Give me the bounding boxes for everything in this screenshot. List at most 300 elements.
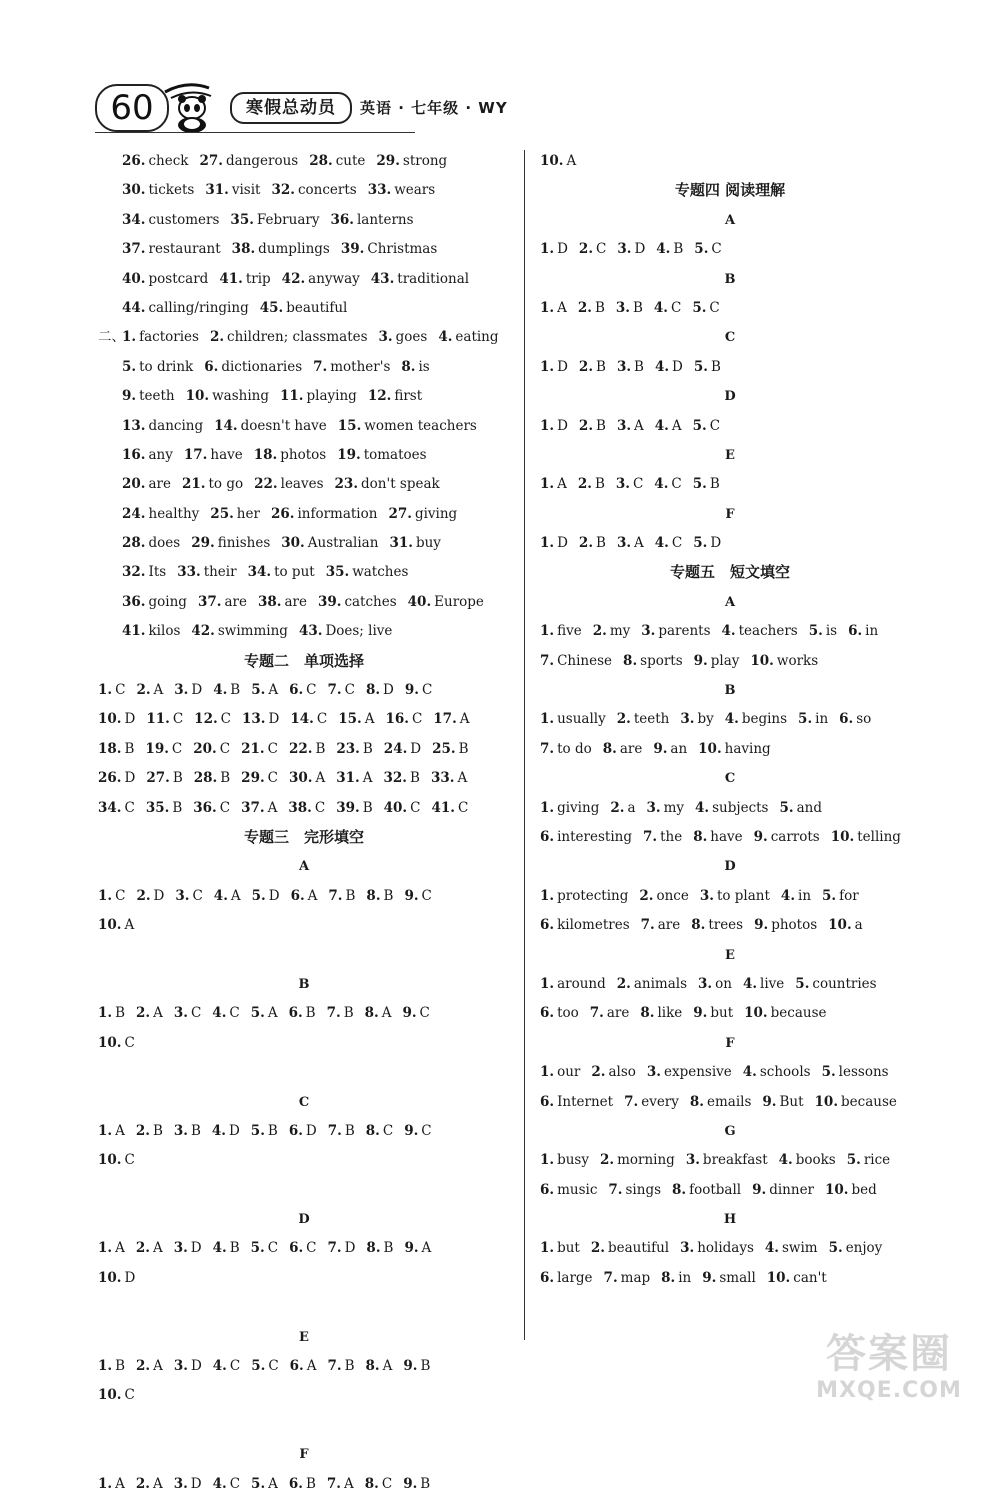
answer-item bbox=[603, 741, 643, 757]
question-number: 2. bbox=[578, 535, 594, 552]
answer-item bbox=[693, 476, 720, 492]
answer-item bbox=[200, 153, 299, 169]
question-number: 2. bbox=[136, 1005, 151, 1022]
answer-item bbox=[540, 711, 606, 727]
question-number: 8. bbox=[401, 358, 416, 375]
question-number: 6. bbox=[540, 1005, 555, 1022]
section-heading: 专题四 阅读理解 bbox=[674, 181, 786, 200]
answer-item bbox=[289, 1240, 316, 1256]
answer-text: B bbox=[343, 1005, 354, 1022]
answer-text: schools bbox=[759, 1064, 811, 1081]
answer-item bbox=[98, 1005, 125, 1021]
answer-item bbox=[654, 476, 681, 492]
answer-item bbox=[604, 1270, 651, 1286]
answer-item bbox=[338, 711, 374, 727]
question-number: 2. bbox=[600, 1152, 615, 1169]
question-number: 40. bbox=[407, 593, 432, 610]
answer-item bbox=[431, 770, 467, 786]
question-number: 6. bbox=[289, 1358, 304, 1375]
answer-line bbox=[98, 206, 510, 235]
question-number: 10. bbox=[98, 711, 122, 728]
question-number: 45. bbox=[259, 299, 284, 316]
question-number: 23. bbox=[334, 476, 359, 493]
answer-text: healthy bbox=[148, 505, 200, 522]
answer-text: C bbox=[268, 1358, 279, 1375]
answer-item bbox=[404, 888, 431, 904]
question-number: 2. bbox=[591, 1064, 606, 1081]
answer-text: B bbox=[632, 299, 643, 316]
answer-item bbox=[258, 594, 307, 610]
answer-item bbox=[540, 1182, 597, 1198]
answer-line bbox=[540, 1058, 920, 1087]
question-number: 9. bbox=[653, 740, 668, 757]
answer-item bbox=[327, 1476, 354, 1492]
question-number: 40. bbox=[122, 270, 146, 287]
answer-text: is bbox=[418, 358, 430, 375]
answer-text: photos bbox=[771, 917, 818, 934]
answer-item bbox=[433, 711, 469, 727]
answer-text: five bbox=[557, 623, 582, 640]
question-number: 5. bbox=[779, 799, 794, 816]
question-number: 4. bbox=[212, 1005, 227, 1022]
answer-text: traditional bbox=[397, 270, 470, 287]
answer-item bbox=[698, 741, 771, 757]
answer-text: B bbox=[410, 770, 420, 787]
question-number: 11. bbox=[146, 711, 170, 728]
answer-item bbox=[752, 1182, 814, 1198]
answer-text: Internet bbox=[557, 1093, 614, 1110]
answer-text: C bbox=[632, 476, 644, 493]
answer-text: Europe bbox=[434, 593, 484, 610]
answer-text: B bbox=[172, 770, 183, 787]
question-number: 35. bbox=[230, 211, 254, 228]
passage-label: E bbox=[725, 447, 735, 463]
question-number: 4. bbox=[438, 329, 453, 346]
answer-text: goes bbox=[395, 329, 428, 346]
answer-text: kilometres bbox=[557, 917, 630, 934]
answer-line bbox=[98, 617, 510, 646]
answer-text: D bbox=[228, 1122, 240, 1139]
question-number: 5. bbox=[250, 1005, 265, 1022]
answer-line bbox=[98, 265, 510, 294]
left-answer-column bbox=[98, 147, 510, 1499]
answer-text: C bbox=[421, 682, 433, 699]
answer-text: washing bbox=[212, 388, 270, 405]
answer-text: to go bbox=[208, 476, 244, 493]
answer-text: B bbox=[383, 887, 394, 904]
answer-item bbox=[540, 1270, 593, 1286]
answer-item bbox=[693, 829, 742, 845]
question-number: 9. bbox=[122, 388, 137, 405]
answer-text: Chinese bbox=[557, 652, 613, 669]
answer-line bbox=[540, 705, 920, 734]
answer-item bbox=[368, 182, 435, 198]
answer-item bbox=[213, 1476, 240, 1492]
watermark bbox=[794, 1330, 984, 1412]
answer-item bbox=[122, 329, 199, 345]
answer-text: doesn't have bbox=[240, 417, 327, 434]
answer-item bbox=[213, 1240, 240, 1256]
answer-text: teeth bbox=[633, 711, 670, 728]
answer-text: C bbox=[410, 799, 421, 816]
answer-item bbox=[174, 1005, 201, 1021]
answer-item bbox=[744, 1005, 826, 1021]
answer-text: B bbox=[115, 1358, 126, 1375]
question-number: 3. bbox=[680, 1240, 695, 1257]
answer-line bbox=[98, 1352, 510, 1381]
question-number: 7. bbox=[540, 652, 555, 669]
question-number: 3. bbox=[616, 535, 632, 552]
answer-item bbox=[260, 300, 348, 316]
answer-text: dumplings bbox=[258, 241, 330, 258]
answer-text: dictionaries bbox=[221, 358, 303, 375]
question-number: 3. bbox=[173, 1122, 188, 1139]
question-number: 7. bbox=[624, 1093, 639, 1110]
passage-label: H bbox=[723, 1212, 737, 1228]
answer-item bbox=[616, 476, 643, 492]
answer-text: concerts bbox=[297, 182, 357, 199]
answer-text: B bbox=[344, 1122, 355, 1139]
answer-item bbox=[624, 1094, 679, 1110]
question-number: 1. bbox=[98, 887, 113, 904]
answer-text: A bbox=[124, 917, 135, 934]
answer-line bbox=[540, 353, 920, 382]
answer-item bbox=[402, 1005, 429, 1021]
answer-text: A bbox=[362, 770, 373, 787]
answer-text: my bbox=[663, 799, 685, 816]
question-number: 4. bbox=[742, 975, 758, 992]
answer-item bbox=[641, 623, 710, 639]
answer-item bbox=[540, 829, 632, 845]
question-number: 32. bbox=[383, 770, 408, 787]
answer-item bbox=[254, 447, 326, 463]
question-number: 5. bbox=[822, 887, 837, 904]
answer-item bbox=[136, 888, 164, 904]
answer-text: giving bbox=[414, 505, 458, 522]
question-number: 8. bbox=[602, 740, 617, 757]
answer-text: bed bbox=[851, 1181, 877, 1198]
answer-item bbox=[600, 1152, 675, 1168]
question-number: 4. bbox=[212, 1475, 227, 1492]
answer-item bbox=[186, 388, 269, 404]
answer-text: swimming bbox=[217, 623, 288, 640]
question-number: 4. bbox=[653, 299, 668, 316]
answer-line bbox=[98, 558, 510, 587]
section-heading: 专题五 短文填空 bbox=[669, 563, 790, 582]
answer-item bbox=[404, 1240, 431, 1256]
answer-line bbox=[540, 412, 920, 441]
question-number: 9. bbox=[753, 828, 768, 845]
answer-line bbox=[540, 1234, 920, 1263]
question-number: 36. bbox=[122, 593, 146, 610]
answer-text: C bbox=[382, 1122, 394, 1139]
answer-item bbox=[136, 1005, 163, 1021]
question-number: 7. bbox=[608, 1181, 623, 1198]
question-number: 4. bbox=[742, 1064, 757, 1081]
answer-text: interesting bbox=[557, 828, 632, 845]
question-number: 5. bbox=[251, 1475, 266, 1492]
question-number: 4. bbox=[695, 799, 710, 816]
subject-label: 英语 · 七年级 · WY bbox=[360, 99, 508, 117]
answer-item bbox=[655, 359, 683, 375]
answer-item bbox=[384, 770, 420, 786]
answer-text: begins bbox=[741, 711, 788, 728]
part-marker: 二、 bbox=[98, 329, 125, 346]
question-number: 27. bbox=[199, 153, 223, 169]
answer-item bbox=[693, 1005, 733, 1021]
question-number: 4. bbox=[764, 1240, 779, 1257]
answer-text: books bbox=[795, 1152, 836, 1169]
answer-item bbox=[686, 1152, 768, 1168]
question-number: 8. bbox=[661, 1269, 676, 1286]
answer-item bbox=[122, 271, 208, 287]
answer-item bbox=[251, 1123, 278, 1139]
answer-item bbox=[405, 682, 432, 698]
answer-item bbox=[616, 300, 643, 316]
answer-text: mother's bbox=[330, 358, 391, 375]
question-number: 8. bbox=[672, 1181, 687, 1198]
answer-item bbox=[408, 594, 484, 610]
answer-item bbox=[136, 1358, 163, 1374]
answer-item bbox=[174, 682, 202, 698]
answer-text: map bbox=[620, 1269, 651, 1286]
question-number: 2. bbox=[610, 799, 625, 816]
answer-item bbox=[174, 1240, 202, 1256]
question-number: 30. bbox=[289, 770, 313, 787]
question-number: 30. bbox=[281, 535, 305, 552]
question-number: 7. bbox=[326, 1475, 341, 1492]
answer-text: C bbox=[596, 241, 607, 258]
answer-item bbox=[336, 741, 372, 757]
answer-line bbox=[540, 529, 920, 558]
question-number: 1. bbox=[540, 1064, 555, 1081]
answer-text: restaurant bbox=[148, 241, 221, 258]
answer-item bbox=[98, 1476, 125, 1492]
question-number: 39. bbox=[317, 593, 342, 610]
answer-text: are bbox=[606, 1005, 630, 1022]
answer-item bbox=[579, 418, 606, 434]
question-number: 2. bbox=[578, 358, 594, 375]
passage-label: D bbox=[298, 1212, 310, 1228]
answer-text: busy bbox=[557, 1152, 589, 1169]
answer-text: C bbox=[124, 1387, 135, 1404]
answer-item bbox=[702, 1270, 756, 1286]
answer-text: D bbox=[634, 241, 646, 258]
answer-item bbox=[98, 711, 135, 727]
answer-text: tomatoes bbox=[363, 446, 427, 463]
question-number: 33. bbox=[430, 770, 455, 787]
answer-text: can't bbox=[793, 1269, 827, 1286]
answer-text: B bbox=[383, 1240, 394, 1257]
question-number: 39. bbox=[336, 799, 360, 816]
answer-text: customers bbox=[148, 211, 220, 228]
answer-item bbox=[591, 1064, 636, 1080]
answer-text: D bbox=[268, 887, 280, 904]
answer-item bbox=[177, 564, 236, 580]
answer-text: having bbox=[724, 740, 771, 757]
answer-text: C bbox=[229, 1358, 241, 1375]
answer-item bbox=[288, 800, 325, 816]
answer-item bbox=[212, 1005, 239, 1021]
answer-item bbox=[825, 1182, 877, 1198]
question-number: 1. bbox=[540, 1152, 555, 1169]
answer-item bbox=[754, 829, 820, 845]
question-number: 31. bbox=[389, 535, 413, 552]
answer-line bbox=[540, 794, 920, 823]
answer-text: B bbox=[115, 1005, 126, 1022]
question-number: 7. bbox=[603, 1269, 618, 1286]
answer-item bbox=[146, 770, 182, 786]
answer-item bbox=[204, 359, 302, 375]
question-number: 4. bbox=[211, 1122, 226, 1139]
question-number: 1. bbox=[540, 417, 555, 434]
answer-item bbox=[371, 271, 469, 287]
answer-line bbox=[98, 1234, 510, 1263]
answer-item bbox=[750, 653, 818, 669]
answer-text: C bbox=[419, 1005, 430, 1022]
answer-item bbox=[136, 1476, 163, 1492]
passage-label: D bbox=[724, 859, 736, 875]
answer-text: are bbox=[657, 917, 681, 934]
answer-item bbox=[271, 506, 378, 522]
answer-item bbox=[327, 1005, 354, 1021]
question-number: 8. bbox=[693, 828, 708, 845]
answer-text: B bbox=[594, 299, 605, 316]
answer-text: D bbox=[305, 1122, 317, 1139]
answer-item bbox=[336, 770, 372, 786]
question-number: 1. bbox=[122, 329, 137, 346]
answer-text: football bbox=[689, 1181, 742, 1198]
page-header bbox=[95, 78, 515, 134]
question-number: 13. bbox=[122, 417, 146, 434]
page-number: 60 bbox=[95, 84, 169, 132]
answer-line bbox=[540, 470, 920, 499]
question-number: 9. bbox=[403, 1358, 418, 1375]
answer-item bbox=[590, 1005, 630, 1021]
answer-line bbox=[98, 794, 510, 823]
answer-item bbox=[248, 564, 315, 580]
answer-item bbox=[540, 741, 592, 757]
answer-text: sports bbox=[640, 652, 683, 669]
answer-item bbox=[379, 329, 428, 345]
answer-item bbox=[122, 535, 180, 551]
answer-item bbox=[98, 1123, 125, 1139]
answer-item bbox=[366, 1240, 393, 1256]
question-number: 10. bbox=[825, 1181, 849, 1198]
answer-text: a bbox=[854, 917, 863, 934]
question-number: 32. bbox=[122, 564, 146, 581]
question-number: 27. bbox=[146, 770, 170, 787]
question-number: 14. bbox=[290, 711, 314, 728]
question-number: 5. bbox=[251, 682, 266, 699]
answer-text: A bbox=[115, 1475, 125, 1492]
answer-text: going bbox=[148, 593, 187, 610]
question-number: 11. bbox=[280, 388, 304, 405]
question-number: 5. bbox=[692, 476, 707, 493]
answer-text: A bbox=[115, 1122, 125, 1139]
question-number: 2. bbox=[590, 1240, 605, 1257]
answer-text: music bbox=[557, 1181, 598, 1198]
question-number: 4. bbox=[778, 1152, 793, 1169]
question-number: 1. bbox=[540, 975, 555, 992]
answer-item bbox=[829, 1240, 883, 1256]
answer-line bbox=[98, 705, 510, 734]
answer-text: kilos bbox=[148, 623, 181, 640]
answer-item bbox=[98, 682, 125, 698]
answer-text: in bbox=[798, 887, 812, 904]
answer-text: postcard bbox=[148, 270, 209, 287]
question-number: 19. bbox=[337, 446, 361, 463]
answer-item bbox=[213, 1358, 240, 1374]
answer-line bbox=[540, 1146, 920, 1175]
question-number: 1. bbox=[540, 799, 555, 816]
blank-line bbox=[98, 941, 510, 970]
question-number: 5. bbox=[693, 358, 708, 375]
answer-item bbox=[98, 1152, 135, 1168]
answer-item bbox=[251, 682, 278, 698]
answer-text: But bbox=[779, 1093, 804, 1110]
answer-text: rice bbox=[863, 1152, 891, 1169]
answer-text: B bbox=[345, 887, 356, 904]
answer-text: B bbox=[596, 535, 606, 552]
answer-text: C bbox=[229, 1005, 240, 1022]
answer-line bbox=[540, 1088, 920, 1117]
answer-text: Its bbox=[148, 564, 167, 581]
answer-text: photos bbox=[280, 446, 327, 463]
answer-text: works bbox=[776, 652, 819, 669]
answer-text: teeth bbox=[139, 388, 175, 405]
question-number: 3. bbox=[174, 682, 189, 699]
question-number: 8. bbox=[691, 917, 706, 934]
answer-item bbox=[252, 888, 280, 904]
question-number: 35. bbox=[325, 564, 350, 581]
answer-text: A bbox=[634, 535, 644, 552]
question-number: 10. bbox=[766, 1269, 791, 1286]
answer-text: strong bbox=[402, 153, 448, 169]
question-number: 1. bbox=[98, 1240, 113, 1257]
answer-item bbox=[205, 182, 260, 198]
answer-text: anyway bbox=[308, 270, 360, 287]
question-number: 5. bbox=[798, 711, 813, 728]
answer-item bbox=[136, 1240, 163, 1256]
answer-item bbox=[540, 1005, 579, 1021]
question-number: 37. bbox=[241, 799, 265, 816]
answer-text: emails bbox=[706, 1093, 752, 1110]
answer-item bbox=[389, 535, 440, 551]
answer-item bbox=[822, 888, 859, 904]
answer-item bbox=[318, 594, 397, 610]
question-number: 5. bbox=[693, 535, 708, 552]
answer-text: A bbox=[152, 1475, 163, 1492]
question-number: 1. bbox=[98, 682, 113, 699]
answer-item bbox=[98, 888, 125, 904]
answer-item bbox=[540, 418, 568, 434]
question-number: 15. bbox=[337, 417, 362, 434]
answer-text: A bbox=[115, 1240, 125, 1257]
answer-item bbox=[617, 418, 644, 434]
answer-line bbox=[98, 500, 510, 529]
question-number: 10. bbox=[540, 153, 564, 169]
answer-text: playing bbox=[306, 388, 357, 405]
answer-item bbox=[540, 241, 568, 257]
answer-text: C bbox=[115, 682, 126, 699]
answer-item bbox=[328, 1123, 355, 1139]
answer-item bbox=[122, 241, 221, 257]
answer-item bbox=[122, 359, 193, 375]
answer-text: giving bbox=[557, 799, 600, 816]
answer-item bbox=[230, 212, 319, 228]
question-number: 24. bbox=[383, 740, 408, 757]
